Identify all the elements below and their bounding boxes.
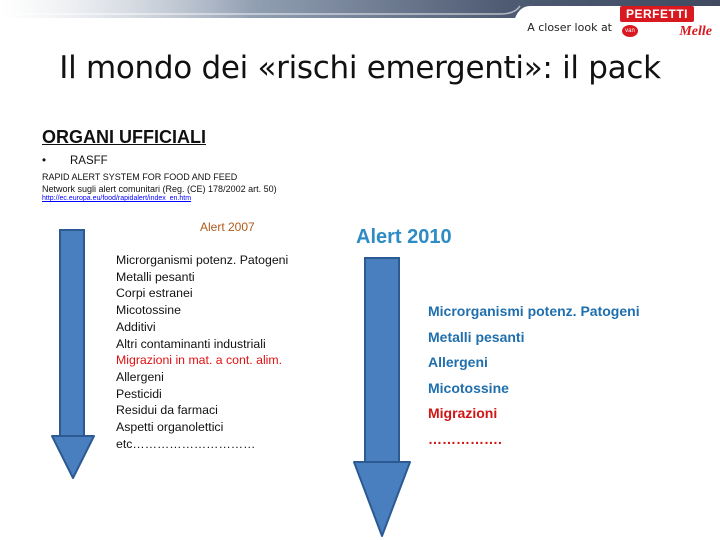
list-item: Micotossine (116, 303, 181, 318)
rasff-network-note: Network sugli alert comunitari (Reg. (CE) 178/2002 art. 50) (42, 184, 277, 194)
slide-title: Il mondo dei «rischi emergenti»: il pack (59, 50, 661, 86)
alert-2010-heading: Alert 2010 (356, 226, 452, 248)
list-item-highlighted: Migrazioni (428, 405, 498, 421)
header-tagline: A closer look at (527, 20, 612, 34)
right-down-arrow (352, 256, 412, 540)
alert-2010-list (428, 299, 640, 452)
list-item: etc………………………… (116, 436, 256, 451)
bullet-text: RASFF (70, 155, 108, 167)
list-item: Aspetti organolettici (116, 420, 224, 435)
list-item: Altri contaminanti industriali (116, 336, 266, 351)
list-item: Additivi (116, 319, 156, 334)
list-item: Microrganismi potenz. Patogeni (116, 253, 289, 267)
brand-logo (620, 2, 714, 42)
bullet-item (42, 155, 108, 167)
list-item: Microrganismi potenz. Patogeni (428, 303, 640, 319)
list-item: Allergeni (428, 354, 488, 370)
alert-2007-heading: Alert 2007 (200, 220, 255, 234)
brand-logo-top: PERFETTI (620, 6, 694, 22)
list-item: Residui da farmaci (116, 403, 218, 418)
rasff-description: RAPID ALERT SYSTEM FOR FOOD AND FEED (42, 172, 238, 182)
bullet-symbol: • (42, 155, 47, 167)
section-heading: ORGANI UFFICIALI (42, 127, 206, 147)
list-item-ellipsis: ……………. (428, 430, 502, 447)
list-item: Allergeni (116, 369, 164, 384)
list-item: Corpi estranei (116, 286, 193, 301)
list-item: Metalli pesanti (116, 269, 195, 284)
alert-2007-list (116, 252, 288, 452)
brand-logo-bottom: Melle (679, 24, 712, 39)
header-logo-area (527, 2, 714, 42)
brand-logo-badge: van (622, 25, 638, 37)
list-item: Pesticidi (116, 386, 162, 401)
left-down-arrow (50, 228, 96, 482)
list-item-highlighted: Migrazioni in mat. a cont. alim. (116, 353, 283, 368)
list-item: Micotossine (428, 379, 509, 396)
list-item: Metalli pesanti (428, 328, 525, 345)
rasff-link[interactable]: http://ec.europa.eu/food/rapidalert/index_en.htm (42, 195, 192, 202)
